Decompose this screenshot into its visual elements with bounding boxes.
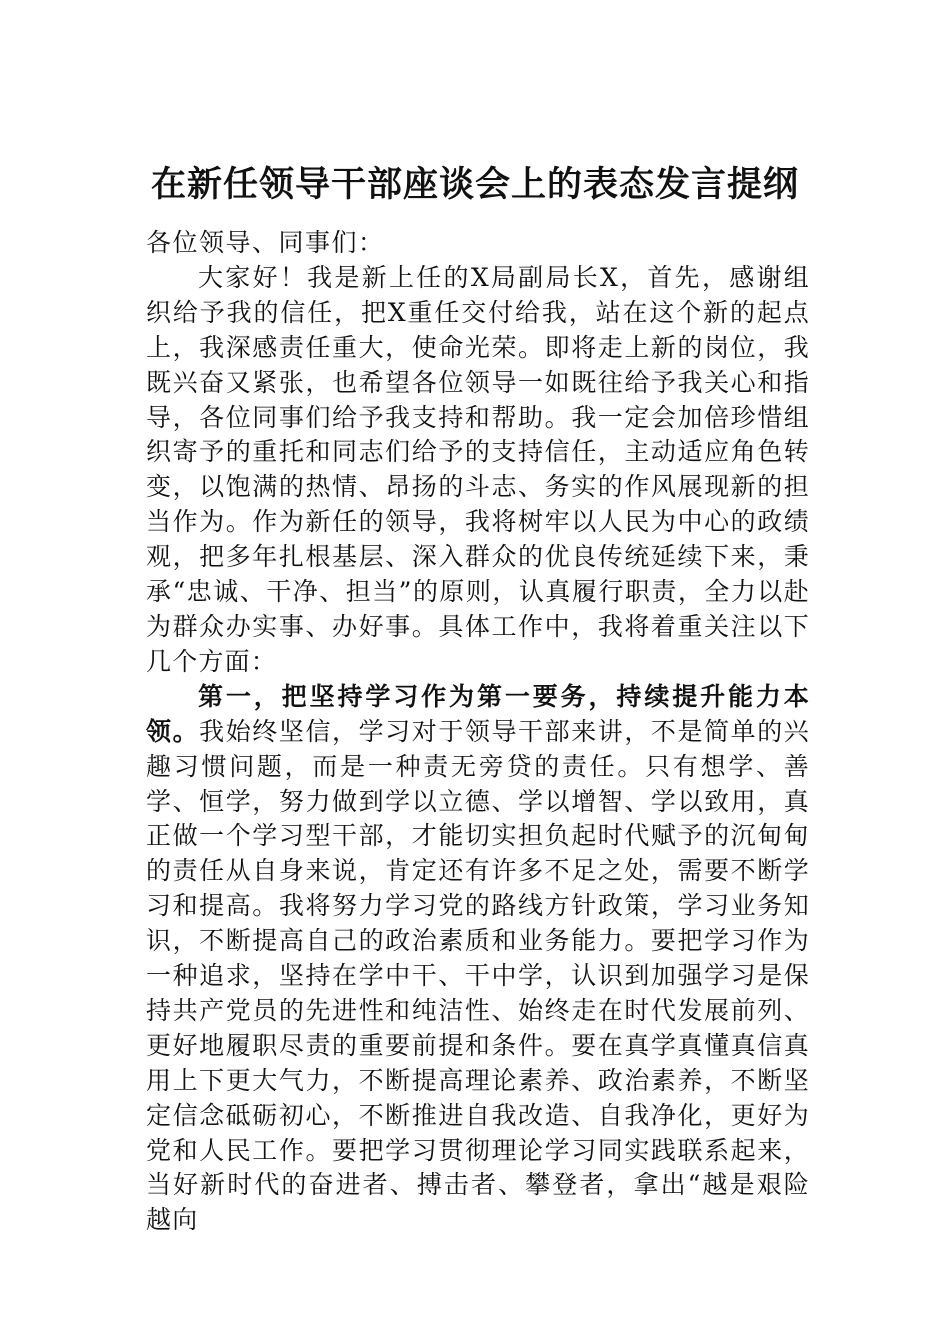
section-1-text: 我始终坚信，学习对于领导干部来讲，不是简单的兴趣习惯问题，而是一种责无旁贷的责任。只有想学、善学、恒学，努力做到学以立德、学以增智、学以致用，真正做一个学习型干部，才能切实担负起时代赋予的沉甸甸的责任从自身来说，肯定还有许多不足之处，需要不断学习和提高。我将努力学习党的路线方针政策，学习业务知识，不断提高自己的政治素质和业务能力。要把学习作为一种追求，坚持在学中干、干中学，认识到加强学习是保持共产党员的先进性和纯洁性、始终走在时代发展前列、更好地履职尽责的重要前提和条件。要在真学真懂真信真用上下更大气力，不断提高理论素养、政治素养，不断坚定信念砥砺初心，不断推进自我改造、自我净化，更好为党和人民工作。要把学习贯彻理论学习同实践联系起来，当好新时代的奋进者、搏击者、攀登者，拿出“越是艰险越向: [146, 716, 810, 1235]
intro-paragraph: 大家好！我是新上任的X局副局长X，首先，感谢组织给予我的信任，把X重任交付给我，站在这个新的起点上，我深感责任重大，使命光荣。即将走上新的岗位，我既兴奋又紧张，也希望各位领导一如既往给予我关心和指导，各位同事们给予我支持和帮助。我一定会加倍珍惜组织寄予的重托和同志们给予的支持信任，主动适应角色转变，以饱满的热情、昂扬的斗志、务实的作风展现新的担当作为。作为新任的领导，我将树牢以人民为中心的政绩观，把多年扎根基层、深入群众的优良传统延续下来，秉承“忠诚、干净、担当”的原则，认真履行职责，全力以赴为群众办实事、办好事。具体工作中，我将着重关注以下几个方面：: [146, 262, 810, 676]
section-1-heading: 第一，把坚持学习作为第一要务，持续提升能力本领。: [146, 681, 810, 746]
document-title: 在新任领导干部座谈会上的表态发言提纲: [150, 164, 799, 205]
section-1-paragraph: [146, 680, 810, 1239]
salutation: 各位领导、同事们：: [146, 228, 385, 257]
document-body: [146, 226, 810, 1238]
